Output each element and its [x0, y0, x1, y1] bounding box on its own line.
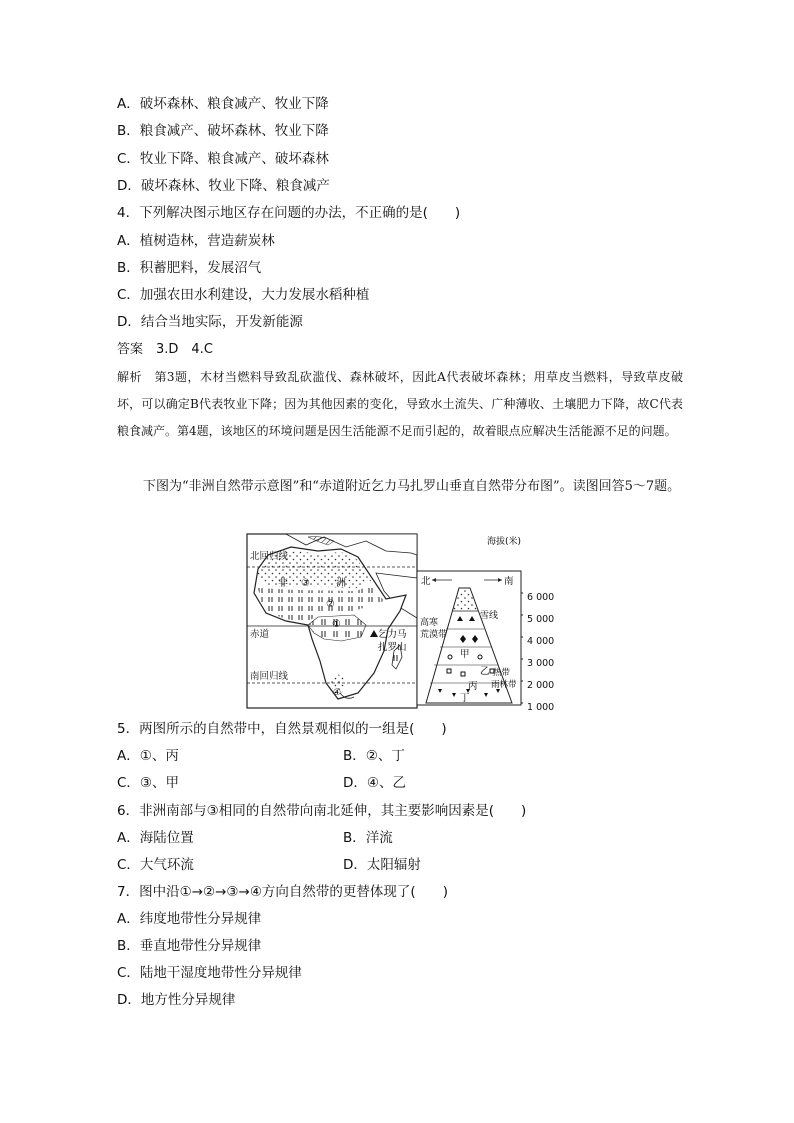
q5-option-d: D．④、乙 — [343, 775, 406, 791]
q7-option-b: B．垂直地带性分异规律 — [117, 938, 262, 954]
label-jia: 甲 — [460, 649, 470, 660]
label-mountain-1: 乞力马 — [378, 629, 407, 640]
label-africa-2: 洲 — [336, 578, 346, 589]
figure — [246, 533, 524, 709]
label-desert-2: 荒漠带 — [420, 630, 448, 640]
label-zone-3: ③ — [301, 578, 310, 589]
label-zone-2: ② — [326, 599, 335, 610]
label-snowline: 雪线 — [480, 611, 499, 621]
tick-5000: 5 000 — [527, 614, 555, 625]
q5-option-b: B．②、丁 — [343, 748, 405, 764]
label-desert-1: 高寒 — [420, 618, 439, 628]
africa-map — [247, 534, 417, 708]
q3-option-b: B．粮食减产、破坏森林、牧业下降 — [117, 123, 329, 139]
tick-3000: 3 000 — [527, 658, 555, 669]
label-zone-1: ① — [332, 619, 341, 630]
q3-option-c: C．牧业下降、粮食减产、破坏森林 — [117, 151, 329, 167]
tick-2000: 2 000 — [527, 680, 555, 691]
q7-option-d: D．地方性分异规律 — [117, 992, 236, 1008]
q6-option-c: C．大气环流 — [117, 857, 194, 873]
label-africa-1: 非 — [278, 578, 288, 589]
q7-option-c: C．陆地干湿度地带性分异规律 — [117, 965, 302, 981]
label-rain-2: 雨林带 — [491, 680, 517, 690]
figure-intro: 下图为“非洲自然带示意图”和“赤道附近乞力马扎罗山垂直自然带分布图”。读图回答5～7题。 — [143, 479, 681, 494]
label-rain-1: 热带 — [493, 668, 511, 678]
label-tropic-north: 北回归线 — [250, 551, 289, 562]
label-ding: 丁 — [460, 693, 470, 704]
q3-option-a: A．破坏森林、粮食减产、牧业下降 — [117, 96, 329, 112]
q5-stem: 5．两图所示的自然带中，自然景观相似的一组是( ) — [117, 721, 447, 737]
q6-option-a: A．海陆位置 — [117, 830, 194, 846]
label-mountain-2: 扎罗山 — [378, 642, 407, 653]
altitude-tick-labels — [527, 587, 554, 719]
label-altitude-unit: 海拔(米) — [486, 537, 522, 547]
q7-stem: 7．图中沿①→②→③→④方向自然带的更替体现了( ) — [117, 884, 448, 900]
q6-option-b: B．洋流 — [343, 830, 393, 846]
q4-option-a: A．植树造林，营造薪炭林 — [117, 233, 275, 249]
q5-option-c: C．③、甲 — [117, 775, 180, 791]
label-zone-4: ④ — [333, 688, 342, 698]
q5-option-a: A．①、丙 — [117, 748, 179, 764]
label-north: 北 — [421, 576, 431, 587]
tick-6000: 6 000 — [527, 592, 555, 603]
q4-option-c: C．加强农田水利建设，大力发展水稻种植 — [117, 287, 370, 303]
explanation-text: 解析 第3题，木材当燃料导致乱砍滥伐、森林破坏，因此A代表破坏森林；用草皮当燃料，导致草皮破坏，可以确定B代表牧业下降；因为其他因素的变化，导致水土流失、广种薄收、土壤肥力下降，故C代表粮食减产。第4题，该地区的环境问题是因生活能源不足而引起的，故着眼点应解决生活能源不足的问题。 — [117, 370, 683, 438]
q7-option-a: A．纬度地带性分异规律 — [117, 911, 262, 927]
q4-option-b: B．积蓄肥料，发展沼气 — [117, 260, 262, 276]
figure-svg — [246, 533, 524, 709]
label-south: 南 — [504, 576, 514, 587]
answer-line: 答案 3.D 4.C — [117, 342, 213, 357]
label-tropic-south: 南回归线 — [250, 671, 289, 682]
tick-1000: 1 000 — [527, 702, 555, 713]
q3-option-d: D．破坏森林、牧业下降、粮食减产 — [117, 178, 330, 194]
tick-4000: 4 000 — [527, 636, 555, 647]
q6-stem: 6．非洲南部与③相同的自然带向南北延伸，其主要影响因素是( ) — [117, 803, 527, 819]
label-equator: 赤道 — [250, 629, 270, 640]
q6-option-d: D．太阳辐射 — [343, 857, 421, 873]
kilimanjaro-profile — [417, 535, 523, 705]
q4-option-d: D．结合当地实际，开发新能源 — [117, 314, 303, 330]
label-yi: 乙 — [480, 666, 490, 677]
q4-stem: 4．下列解决图示地区存在问题的办法，不正确的是( ) — [117, 205, 461, 221]
label-bing: 丙 — [468, 681, 478, 692]
